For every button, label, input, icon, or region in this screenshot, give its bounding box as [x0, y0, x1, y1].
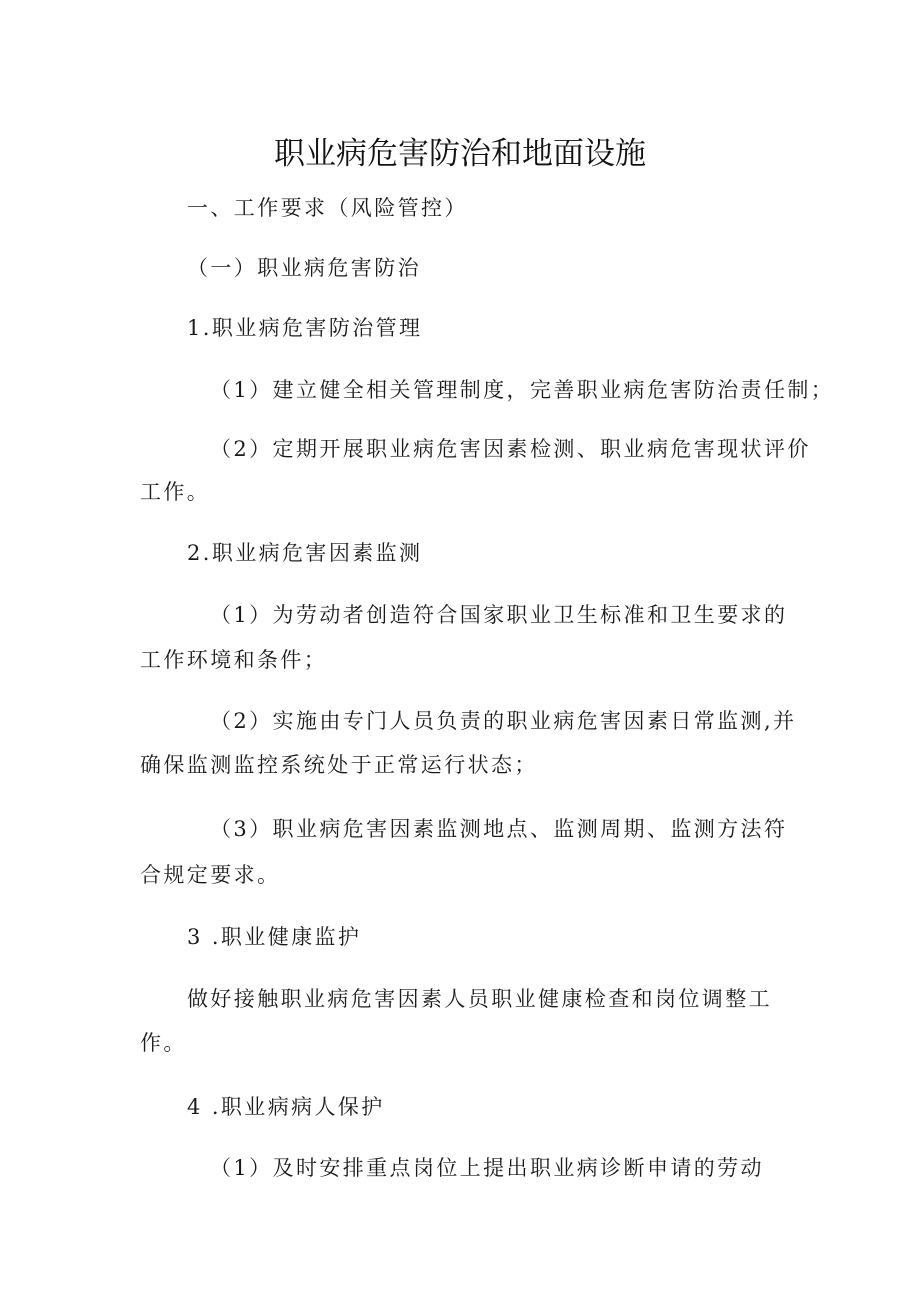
- section-heading: 一、工作要求（风险管控）: [187, 196, 468, 220]
- item-2-paragraph-3-line-1: （3）职业病危害因素监测地点、监测周期、监测方法符: [210, 817, 788, 841]
- item-4-paragraph-1-line-1: （1）及时安排重点岗位上提出职业病诊断申请的劳动: [210, 1156, 764, 1180]
- item-2-paragraph-2-line-1: （2）实施由专门人员负责的职业病危害因素日常监测,并: [210, 709, 797, 733]
- item-1-paragraph-2-line-2: 工作。: [140, 480, 211, 504]
- item-1-paragraph-1: （1）建立健全相关管理制度，完善职业病危害防治责任制；: [210, 378, 835, 402]
- item-3-heading: 3 .职业健康监护: [187, 925, 362, 949]
- item-1-paragraph-2-line-1: （2）定期开展职业病危害因素检测、职业病危害现状评价: [210, 437, 811, 461]
- item-3-paragraph-1-line-1: 做好接触职业病危害因素人员职业健康检查和岗位调整工: [187, 987, 772, 1011]
- item-2-paragraph-3-line-2: 合规定要求。: [140, 863, 281, 887]
- item-2-paragraph-1-line-2: 工作环境和条件；: [140, 648, 328, 672]
- document-title: 职业病危害防治和地面设施: [274, 136, 646, 172]
- item-3-paragraph-1-line-2: 作。: [140, 1031, 187, 1055]
- item-2-paragraph-2-line-2: 确保监测监控系统处于正常运行状态；: [140, 753, 538, 777]
- item-2-paragraph-1-line-1: （1）为劳动者创造符合国家职业卫生标准和卫生要求的: [210, 603, 788, 627]
- item-4-heading: 4 .职业病病人保护: [187, 1095, 385, 1119]
- item-2-heading: 2.职业病危害因素监测: [187, 541, 423, 565]
- subsection-heading: （一）职业病危害防治: [187, 256, 421, 280]
- item-1-heading: 1.职业病危害防治管理: [187, 316, 423, 340]
